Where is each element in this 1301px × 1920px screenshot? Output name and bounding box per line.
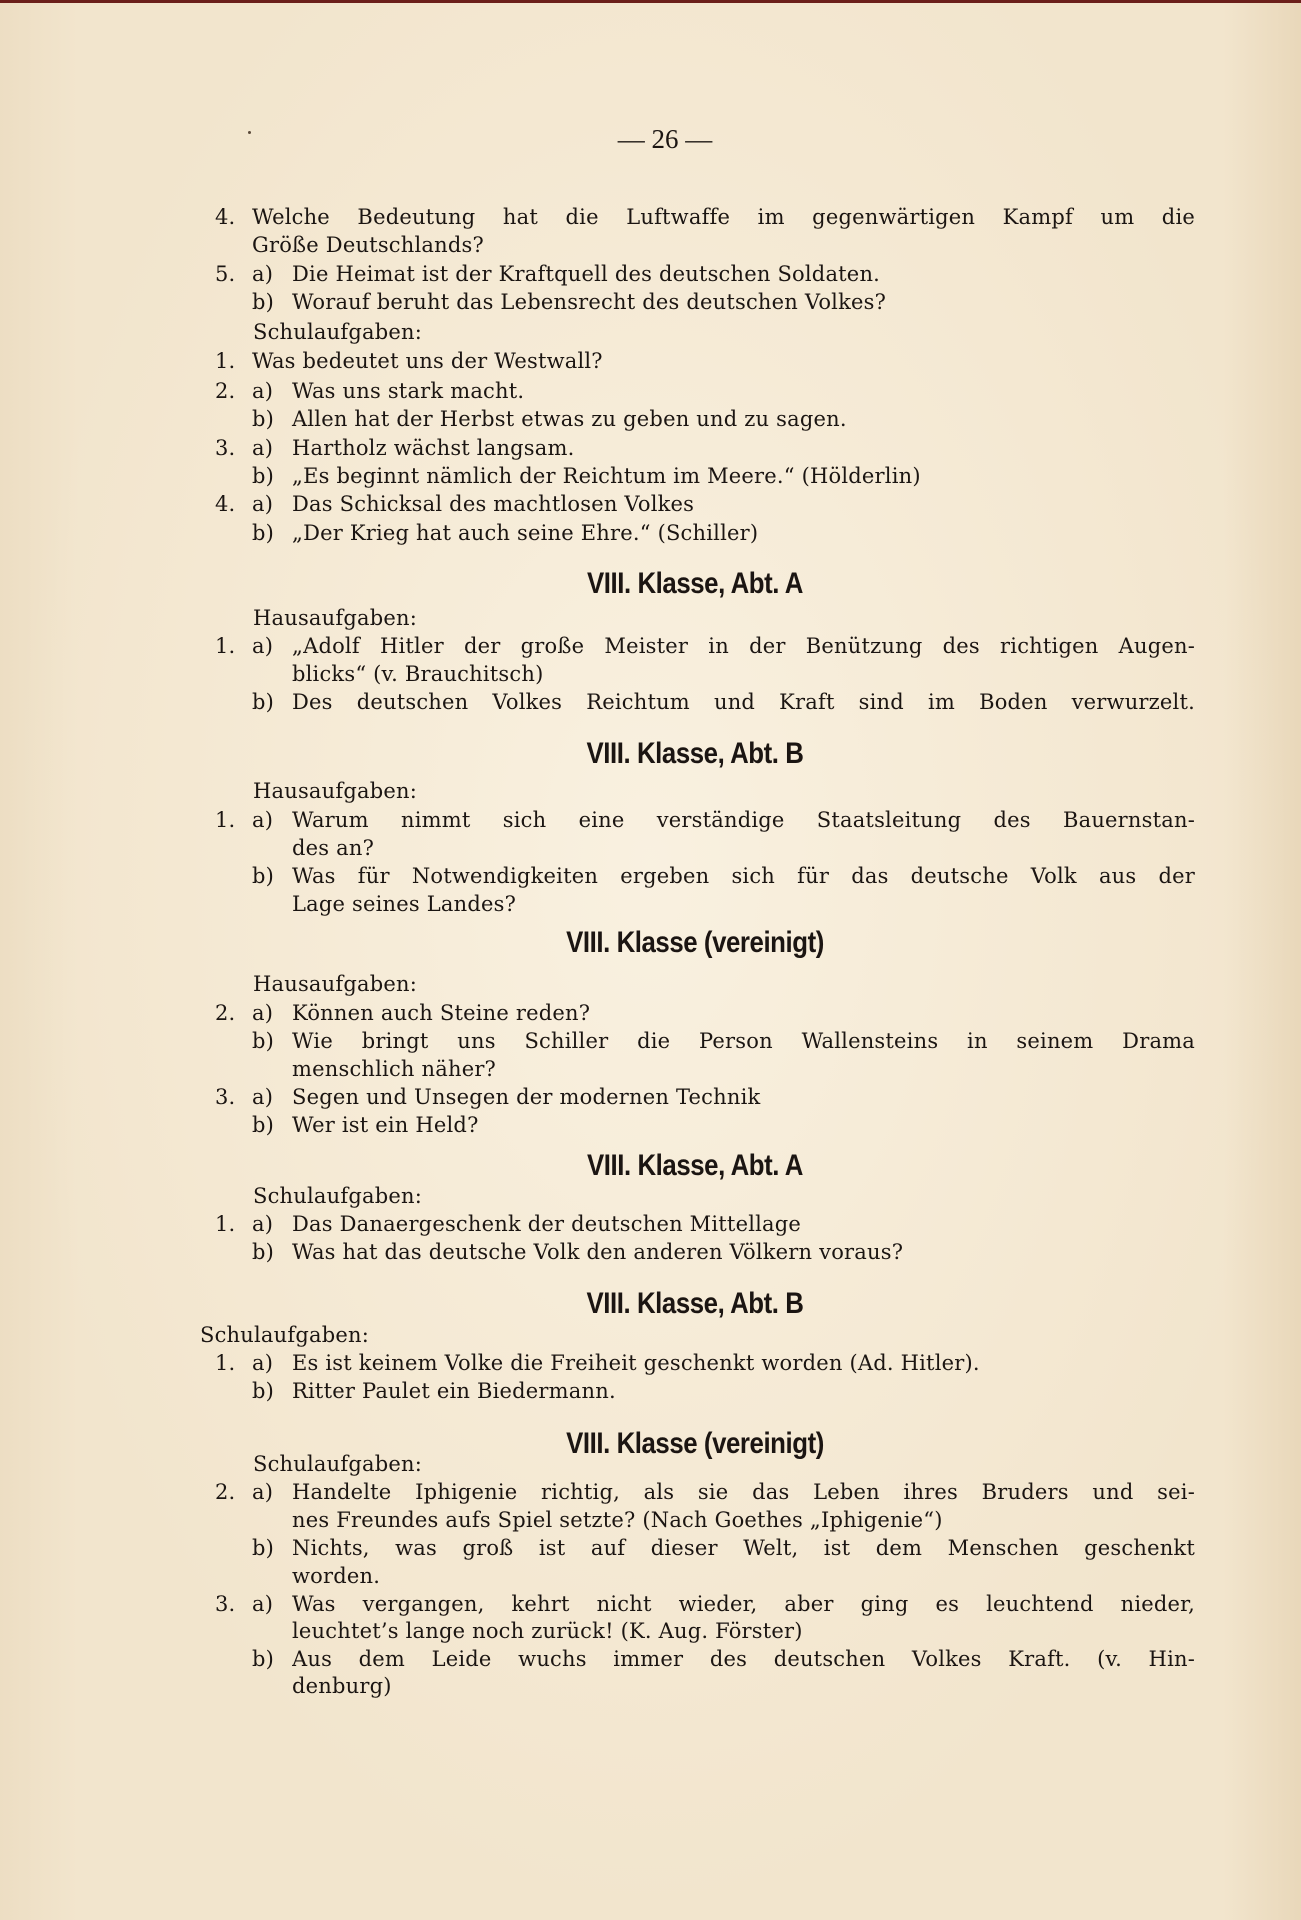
item-number: 1.	[215, 1351, 236, 1375]
section-heading: VIII. Klasse, Abt. B	[586, 1287, 804, 1320]
list-item	[0, 377, 1301, 405]
item-letter: a)	[252, 436, 274, 460]
item-number: 1.	[215, 1212, 236, 1236]
item-letter: b)	[252, 1113, 275, 1137]
page-number: — 26 —	[617, 124, 713, 154]
assignment-type-label: Hausaufgaben:	[253, 606, 417, 630]
item-number: 2.	[215, 1480, 236, 1504]
list-item	[0, 862, 1301, 890]
item-text: Was für Notwendigkeiten ergeben sich für das deutsche Volk aus der	[292, 864, 1195, 888]
paper-speck	[248, 131, 251, 134]
assignment-type-label: Schulaufgaben:	[253, 1452, 422, 1476]
assignment-type-label: Schulaufgaben:	[200, 1323, 369, 1347]
list-item	[0, 203, 1301, 231]
item-text: Wer ist ein Held?	[292, 1113, 479, 1137]
list-item-continuation	[0, 890, 1301, 918]
item-number: 3.	[215, 1592, 236, 1616]
list-item	[0, 490, 1301, 518]
assignment-type-label: Hausaufgaben:	[253, 779, 417, 803]
list-item-continuation	[0, 231, 1301, 259]
list-item	[0, 1590, 1301, 1618]
item-text: Warum nimmt sich eine verständige Staatsleitung des Bauernstan-	[292, 808, 1195, 832]
item-number: 1.	[215, 634, 236, 658]
item-text: Was hat das deutsche Volk den anderen Völkern voraus?	[292, 1240, 904, 1264]
item-number: 4.	[215, 492, 236, 516]
item-letter: b)	[252, 407, 275, 431]
item-text: denburg)	[292, 1674, 392, 1698]
list-item	[0, 1238, 1301, 1266]
item-number: 3.	[215, 1085, 236, 1109]
item-text: Was bedeutet uns der Westwall?	[252, 349, 603, 373]
list-item	[0, 999, 1301, 1027]
item-text: „Es beginnt nämlich der Reichtum im Meere.“ (Hölderlin)	[292, 464, 921, 488]
item-text: worden.	[292, 1564, 381, 1588]
item-text: Die Heimat ist der Kraftquell des deutschen Soldaten.	[292, 262, 881, 286]
list-item	[0, 1377, 1301, 1405]
item-text: Aus dem Leide wuchs immer des deutschen Volkes Kraft. (v. Hin-	[292, 1647, 1195, 1671]
item-letter: a)	[252, 1001, 274, 1025]
item-text: „Der Krieg hat auch seine Ehre.“ (Schiller)	[292, 521, 759, 545]
item-letter: a)	[252, 1592, 274, 1616]
item-letter: b)	[252, 1029, 275, 1053]
item-letter: b)	[252, 690, 275, 714]
item-letter: a)	[252, 808, 274, 832]
item-number: 1.	[215, 349, 236, 373]
item-letter: a)	[252, 634, 274, 658]
item-text: Was vergangen, kehrt nicht wieder, aber ging es leuchtend nieder,	[292, 1592, 1195, 1616]
item-text: Worauf beruht das Lebensrecht des deutschen Volkes?	[292, 290, 887, 314]
item-text: blicks“ (v. Brauchitsch)	[292, 662, 544, 686]
list-item	[0, 1210, 1301, 1238]
item-text: des an?	[292, 836, 375, 860]
list-item	[0, 1478, 1301, 1506]
item-number: 2.	[215, 1001, 236, 1025]
item-text: Ritter Paulet ein Biedermann.	[292, 1379, 616, 1403]
page-top-edge	[0, 0, 1301, 3]
section-heading: VIII. Klasse, Abt. A	[586, 567, 804, 600]
list-item	[0, 806, 1301, 834]
item-text: Es ist keinem Volke die Freiheit geschenkt worden (Ad. Hitler).	[292, 1351, 980, 1375]
item-text: Lage seines Landes?	[292, 892, 517, 916]
item-letter: a)	[252, 262, 274, 286]
item-letter: b)	[252, 864, 275, 888]
list-item	[0, 1534, 1301, 1562]
list-item	[0, 1027, 1301, 1055]
item-letter: b)	[252, 464, 275, 488]
item-letter: b)	[252, 1240, 275, 1264]
assignment-type-label: Schulaufgaben:	[253, 1184, 422, 1208]
list-item-continuation	[0, 834, 1301, 862]
item-text: Des deutschen Volkes Reichtum und Kraft sind im Boden verwurzelt.	[292, 690, 1195, 714]
section-heading: VIII. Klasse, Abt. B	[586, 737, 804, 770]
item-text: Handelte Iphigenie richtig, als sie das Leben ihres Bruders und sei-	[292, 1480, 1195, 1504]
item-text: Welche Bedeutung hat die Luftwaffe im gegenwärtigen Kampf um die	[252, 205, 1195, 229]
list-item-continuation	[0, 1562, 1301, 1590]
item-text: leuchtet’s lange noch zurück! (K. Aug. Förster)	[292, 1619, 803, 1643]
item-number: 1.	[215, 808, 236, 832]
item-number: 2.	[215, 379, 236, 403]
item-number: 5.	[215, 262, 236, 286]
item-letter: b)	[252, 1536, 275, 1560]
item-text: Hartholz wächst langsam.	[292, 436, 575, 460]
list-item	[0, 260, 1301, 288]
item-text: Wie bringt uns Schiller die Person Wallensteins in seinem Drama	[292, 1029, 1195, 1053]
list-item	[0, 434, 1301, 462]
list-item	[0, 1349, 1301, 1377]
list-item-continuation	[0, 1617, 1301, 1645]
item-text: „Adolf Hitler der große Meister in der Benützung des richtigen Augen-	[292, 634, 1195, 658]
list-item	[0, 632, 1301, 660]
assignment-type-label: Hausaufgaben:	[253, 972, 417, 996]
section-heading: VIII. Klasse, Abt. A	[586, 1149, 804, 1182]
list-item	[0, 1111, 1301, 1139]
item-number: 3.	[215, 436, 236, 460]
item-letter: a)	[252, 1085, 274, 1109]
item-letter: b)	[252, 1379, 275, 1403]
item-letter: a)	[252, 379, 274, 403]
item-text: Segen und Unsegen der modernen Technik	[292, 1085, 761, 1109]
item-letter: b)	[252, 290, 275, 314]
item-text: Das Danaergeschenk der deutschen Mittellage	[292, 1212, 802, 1236]
list-item	[0, 288, 1301, 316]
list-item	[0, 1083, 1301, 1111]
item-text: menschlich näher?	[292, 1057, 497, 1081]
item-text: nes Freundes aufs Spiel setzte? (Nach Goethes „Iphigenie“)	[292, 1508, 943, 1532]
list-item	[0, 347, 1301, 375]
list-item	[0, 688, 1301, 716]
list-item-continuation	[0, 1672, 1301, 1700]
list-item-continuation	[0, 1506, 1301, 1534]
list-item	[0, 519, 1301, 547]
section-heading: VIII. Klasse (vereinigt)	[566, 926, 824, 959]
item-letter: b)	[252, 1647, 275, 1671]
item-text: Was uns stark macht.	[292, 379, 525, 403]
assignment-type-label: Schulaufgaben:	[253, 320, 422, 344]
item-letter: a)	[252, 1212, 274, 1236]
item-letter: a)	[252, 1480, 274, 1504]
item-letter: b)	[252, 521, 275, 545]
item-text: Nichts, was groß ist auf dieser Welt, ist dem Menschen geschenkt	[292, 1536, 1195, 1560]
section-heading: VIII. Klasse (vereinigt)	[566, 1427, 824, 1460]
item-letter: a)	[252, 492, 274, 516]
list-item-continuation	[0, 660, 1301, 688]
item-text: Allen hat der Herbst etwas zu geben und zu sagen.	[292, 407, 847, 431]
item-text: Können auch Steine reden?	[292, 1001, 591, 1025]
item-text: Größe Deutschlands?	[252, 233, 484, 257]
item-text: Das Schicksal des machtlosen Volkes	[292, 492, 695, 516]
list-item-continuation	[0, 1055, 1301, 1083]
item-number: 4.	[215, 205, 236, 229]
list-item	[0, 1645, 1301, 1673]
list-item	[0, 462, 1301, 490]
item-letter: a)	[252, 1351, 274, 1375]
list-item	[0, 405, 1301, 433]
